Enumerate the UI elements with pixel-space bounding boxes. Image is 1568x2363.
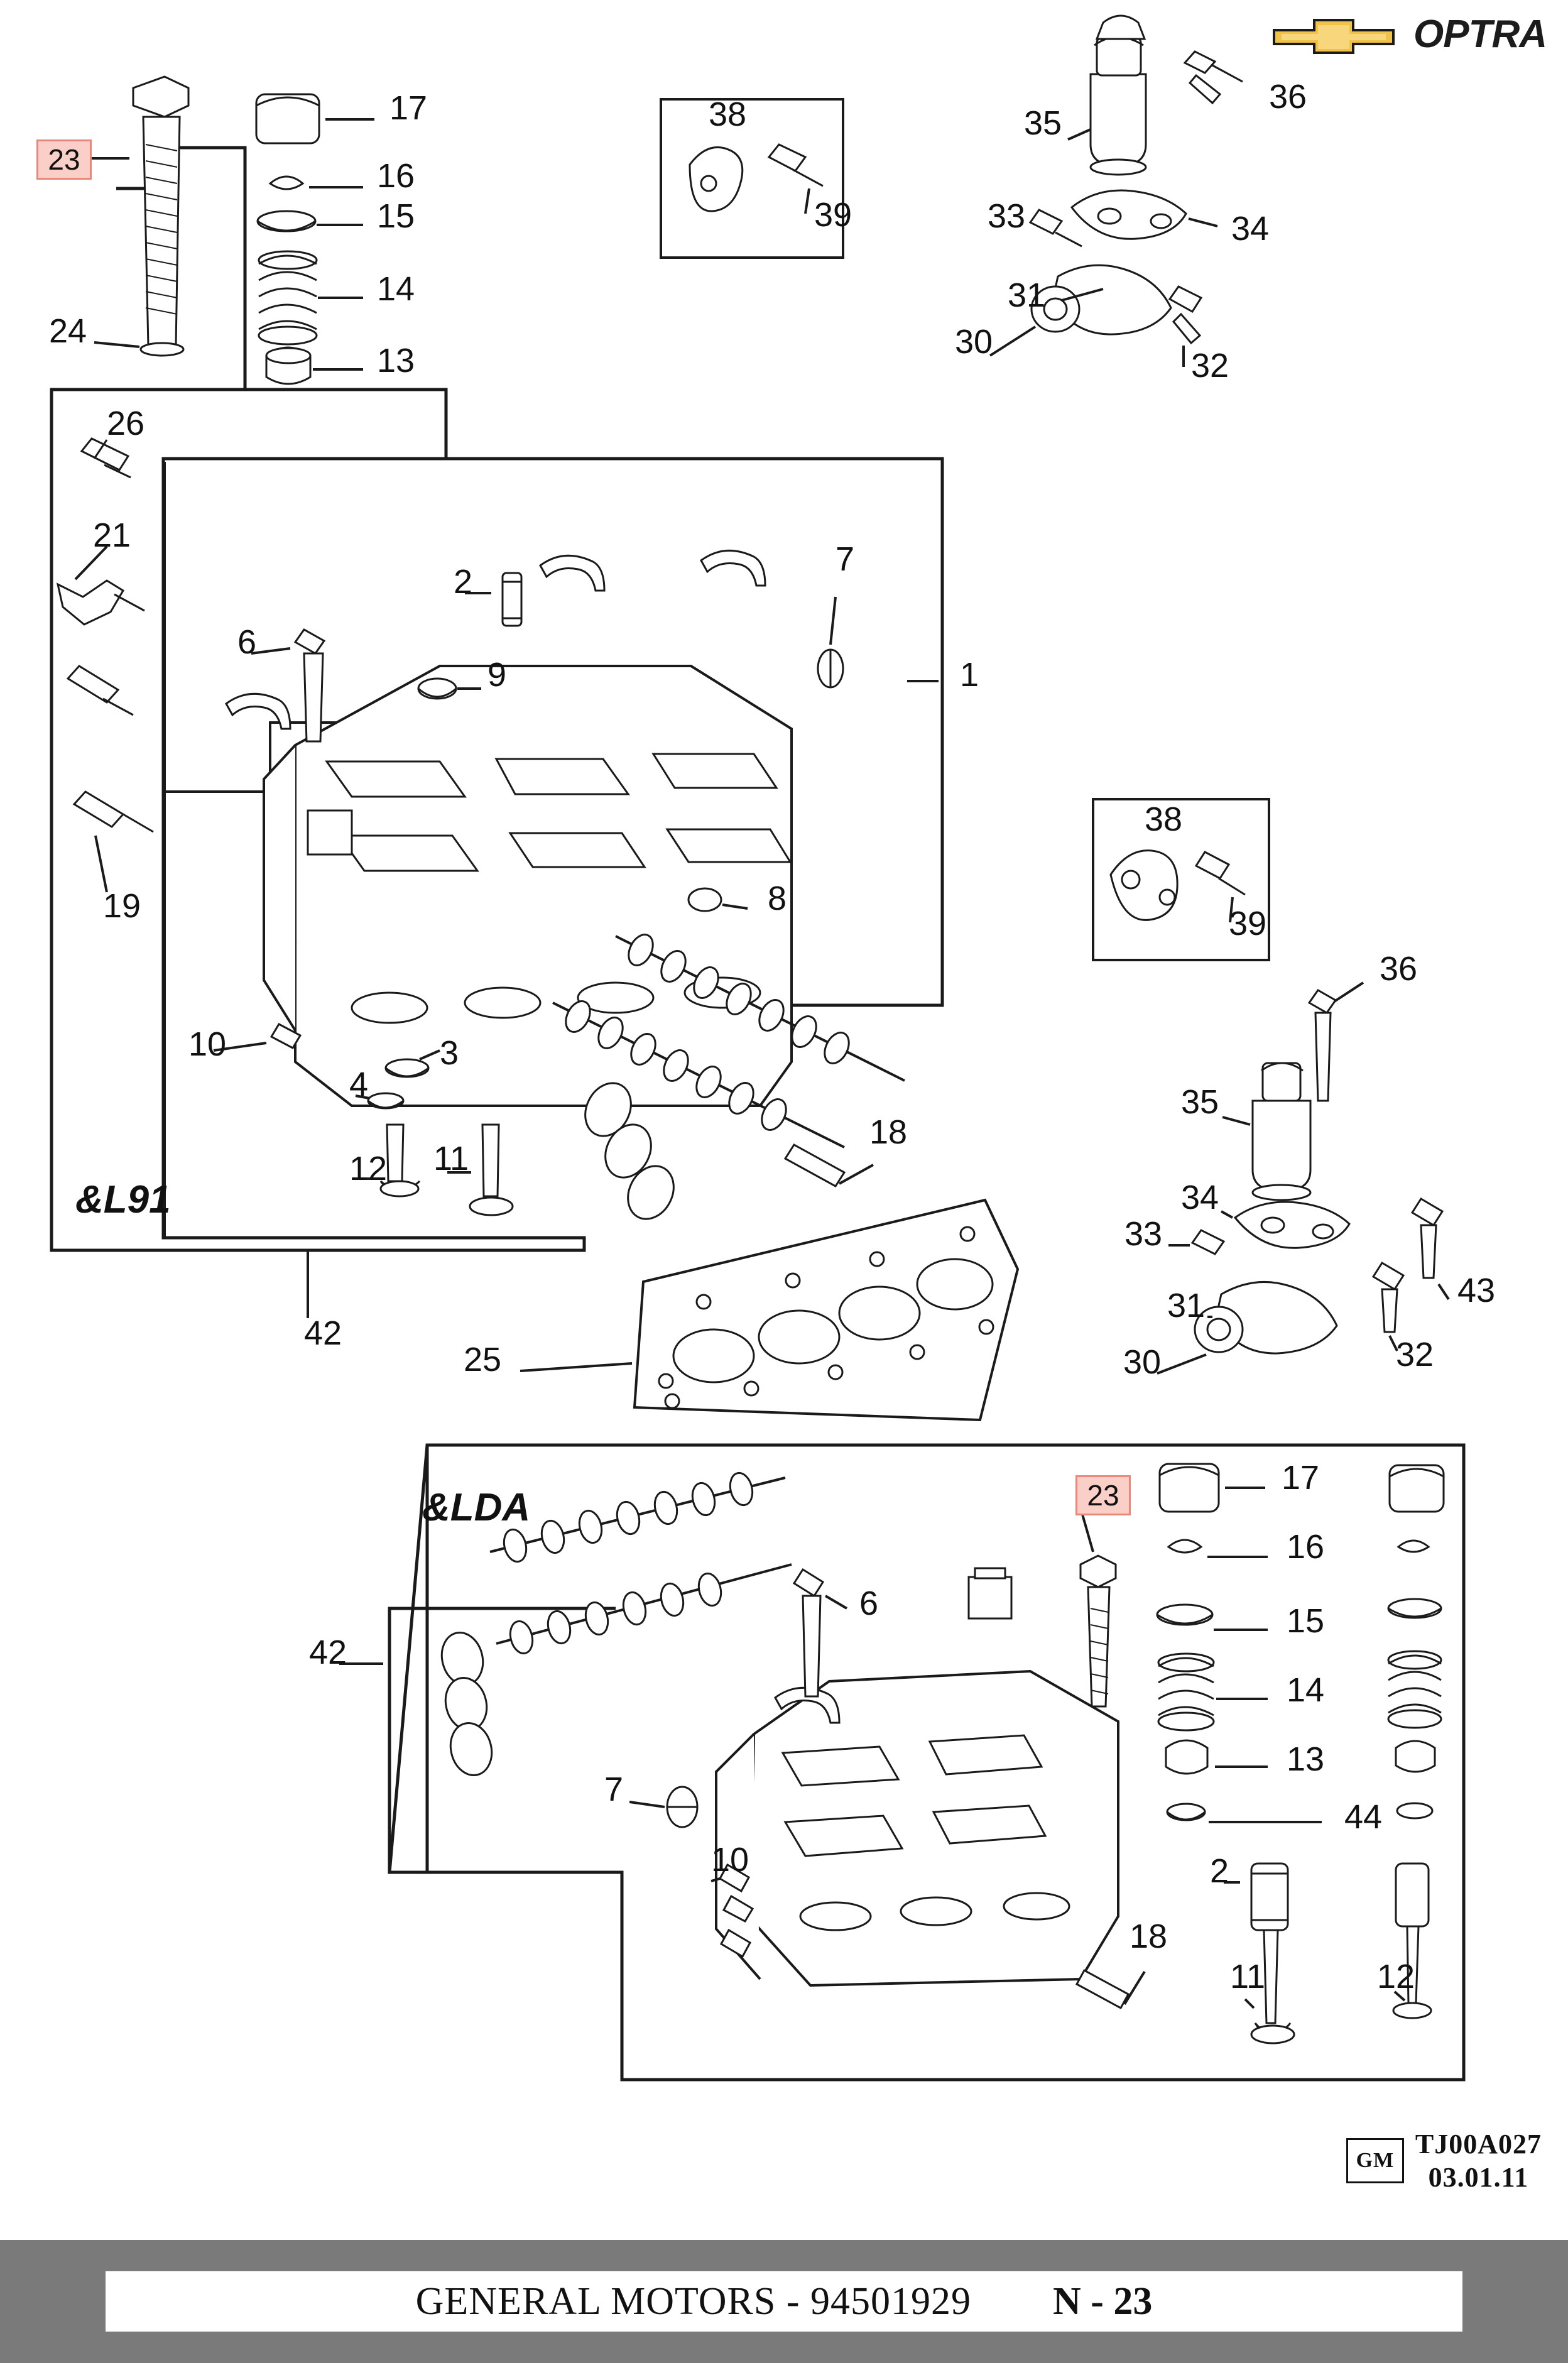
callout-number[interactable]: 15 xyxy=(377,197,415,235)
callout-number[interactable]: 11 xyxy=(433,1140,469,1177)
callout-number[interactable]: 21 xyxy=(93,516,131,554)
highlighted-callout-23-upper[interactable]: 23 xyxy=(36,139,92,180)
highlighted-callout-23-lower[interactable]: 23 xyxy=(1075,1475,1131,1515)
callout-number[interactable]: 25 xyxy=(464,1341,502,1378)
callout-number[interactable]: 3 xyxy=(440,1034,459,1072)
manufacturer-part-label: GENERAL MOTORS - 94501929 xyxy=(415,2279,971,2323)
callout-number[interactable]: 10 xyxy=(711,1841,749,1879)
callout-number[interactable]: 26 xyxy=(107,405,145,442)
callout-number[interactable]: 1 xyxy=(960,656,979,694)
callout-number[interactable]: 13 xyxy=(1287,1740,1325,1778)
callout-number[interactable]: 10 xyxy=(188,1025,227,1063)
callout-number[interactable]: 42 xyxy=(304,1314,342,1352)
callout-number[interactable]: 33 xyxy=(1124,1215,1163,1253)
footer-bar xyxy=(0,2240,1568,2363)
gm-badge: GM xyxy=(1346,2138,1404,2183)
callout-number[interactable]: 34 xyxy=(1181,1179,1219,1216)
callout-number[interactable]: 15 xyxy=(1287,1602,1325,1640)
callout-number[interactable]: 13 xyxy=(377,342,415,379)
callout-number[interactable]: 42 xyxy=(309,1634,347,1671)
callout-number[interactable]: 31 xyxy=(1167,1287,1206,1324)
callout-number[interactable]: 36 xyxy=(1380,950,1418,988)
callout-number[interactable]: 34 xyxy=(1231,210,1270,248)
callout-number[interactable]: 14 xyxy=(377,270,415,308)
drawing-date: 03.01.11 xyxy=(1428,2162,1529,2193)
callout-number[interactable]: 16 xyxy=(1287,1528,1325,1566)
callout-number[interactable]: 4 xyxy=(349,1066,369,1103)
callout-number[interactable]: 30 xyxy=(955,323,993,361)
callout-number[interactable]: 17 xyxy=(389,89,428,127)
callout-number[interactable]: 44 xyxy=(1344,1798,1383,1836)
callout-number[interactable]: 7 xyxy=(604,1771,624,1808)
callout-number[interactable]: 19 xyxy=(103,887,141,925)
callout-number[interactable]: 14 xyxy=(1287,1671,1325,1709)
callout-number[interactable]: 6 xyxy=(859,1585,879,1622)
callout-number[interactable]: 16 xyxy=(377,157,415,195)
callout-number[interactable]: 2 xyxy=(454,563,473,601)
callout-number[interactable]: 32 xyxy=(1191,347,1229,385)
callout-number[interactable]: 18 xyxy=(869,1113,908,1151)
page-code-label: N - 23 xyxy=(1052,2279,1153,2323)
callout-number[interactable]: 12 xyxy=(1377,1958,1415,1995)
callout-number[interactable]: 43 xyxy=(1457,1272,1496,1309)
callout-number[interactable]: 7 xyxy=(836,540,855,578)
callout-number[interactable]: 17 xyxy=(1282,1459,1320,1497)
brand-name: OPTRA xyxy=(1413,12,1547,56)
callout-number[interactable]: 38 xyxy=(709,96,747,133)
footer-plate xyxy=(106,2271,1462,2332)
callout-number[interactable]: 2 xyxy=(1210,1852,1229,1890)
engine-code-upper: &L91 xyxy=(75,1178,171,1221)
callout-number[interactable]: 30 xyxy=(1123,1343,1162,1381)
drawing-number: TJ00A027 xyxy=(1415,2128,1542,2159)
callout-number[interactable]: 39 xyxy=(814,196,852,234)
callout-number[interactable]: 33 xyxy=(988,197,1026,235)
engine-code-lower: &LDA xyxy=(422,1486,531,1529)
callout-number[interactable]: 12 xyxy=(349,1150,388,1187)
callout-number[interactable]: 11 xyxy=(1230,1958,1266,1995)
callout-number[interactable]: 6 xyxy=(237,623,257,661)
callout-number[interactable]: 36 xyxy=(1269,78,1307,116)
callout-number[interactable]: 31 xyxy=(1008,276,1046,314)
callout-number[interactable]: 9 xyxy=(487,656,507,694)
callout-number[interactable]: 18 xyxy=(1130,1918,1168,1955)
callout-number[interactable]: 32 xyxy=(1396,1336,1434,1373)
callout-number[interactable]: 38 xyxy=(1145,800,1183,838)
drawing-stamp xyxy=(1346,2127,1542,2195)
callout-number[interactable]: 35 xyxy=(1181,1083,1219,1121)
callout-number[interactable]: 39 xyxy=(1229,905,1267,942)
callout-number[interactable]: 24 xyxy=(49,312,87,350)
callout-number[interactable]: 8 xyxy=(768,880,787,917)
callout-number[interactable]: 35 xyxy=(1024,104,1062,142)
